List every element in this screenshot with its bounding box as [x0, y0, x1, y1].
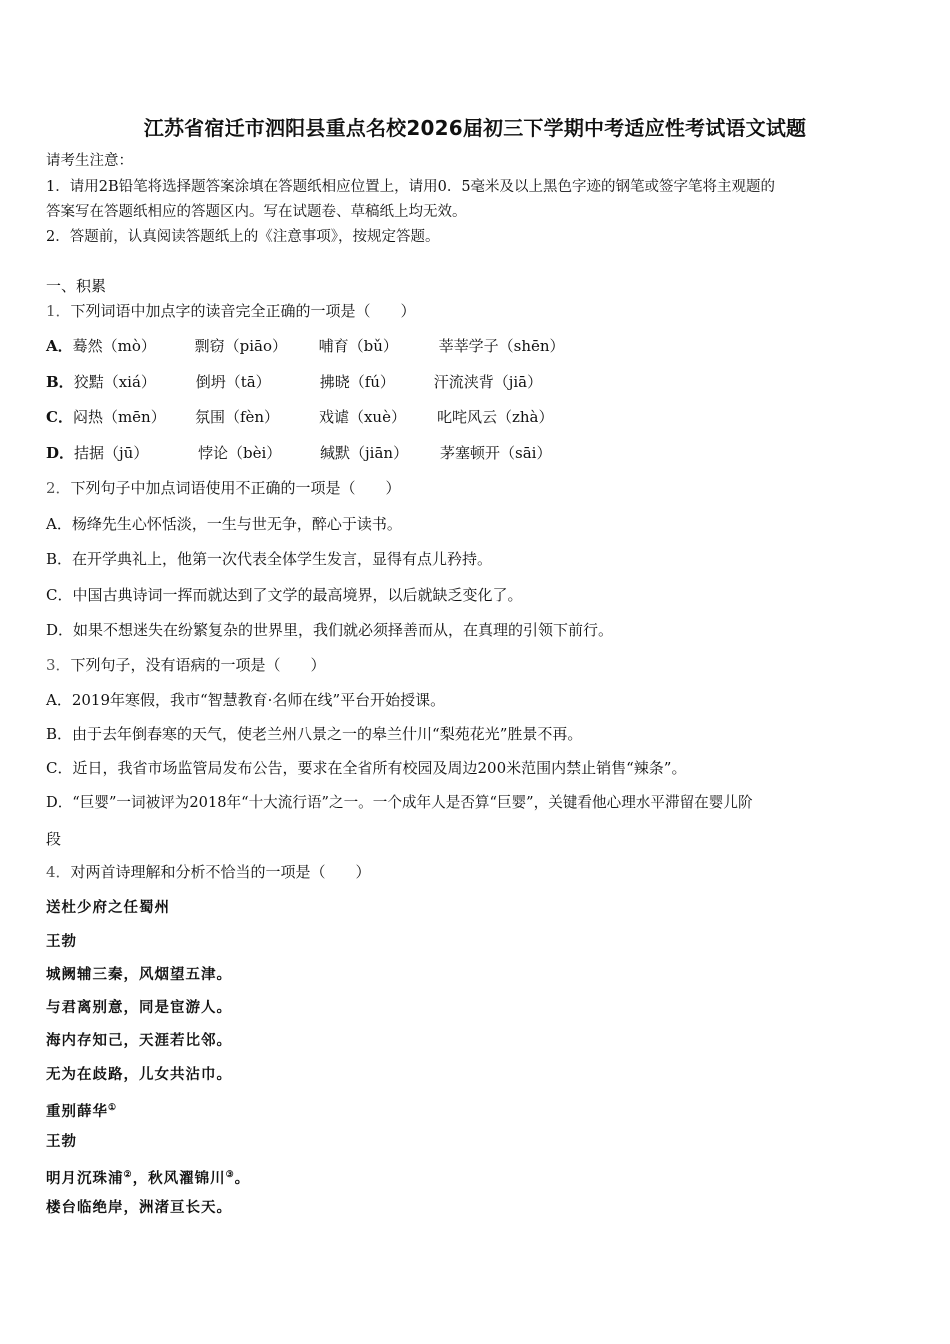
page-title: 江苏省宿迁市泗阳县重点名校2026届初三下学期中考适应性考试语文试题	[143, 116, 807, 140]
option-word: 剽窃（piāo）	[194, 337, 288, 355]
question-2-option-a: A．杨绛先生心怀恬淡，一生与世无争，醉心于读书。	[46, 515, 402, 533]
poem-2-line: 楼台临绝岸，洲渚亘长天。	[46, 1199, 232, 1216]
question-2	[46, 479, 401, 497]
question-2-stem: 下列句子中加点词语使用不正确的一项是（ ）	[70, 479, 401, 497]
option-label: D．	[46, 444, 75, 462]
option-word: 叱咤风云（zhà）	[436, 408, 554, 426]
question-1-stem: 下列词语中加点字的读音完全正确的一项是（ ）	[70, 302, 416, 320]
option-word: 氛围（fèn）	[194, 408, 280, 426]
poem-2-text: 明月沉珠浦	[46, 1169, 124, 1187]
option-word: 汗流浃背（jiā）	[433, 373, 543, 391]
section-heading: 一、积累	[46, 277, 107, 295]
question-4-number: 4．	[46, 863, 71, 881]
question-1-option-d	[46, 444, 551, 462]
question-2-option-b: B．在开学典礼上，他第一次代表全体学生发言，显得有点儿矜持。	[46, 550, 493, 568]
option-word: 茅塞顿开（sāi）	[440, 444, 552, 462]
question-3-number: 3．	[46, 656, 71, 674]
question-1-option-a	[46, 337, 565, 355]
question-1-number: 1．	[46, 302, 71, 320]
footnote-marker: ②	[123, 1170, 133, 1180]
question-3-stem: 下列句子，没有语病的一项是（ ）	[70, 656, 326, 674]
question-2-option-d: D．如果不想迷失在纷繁复杂的世界里，我们就必须择善而从，在真理的引领下前行。	[46, 621, 614, 639]
poem-1-title: 送杜少府之任蜀州	[46, 899, 170, 916]
poem-2-text: 。	[234, 1169, 251, 1187]
question-3-option-b: B．由于去年倒春寒的天气，使老兰州八景之一的皋兰什川“梨苑花光”胜景不再。	[46, 725, 583, 743]
notice-line-2: 答案写在答题纸相应的答题区内。写在试题卷、草稿纸上均无效。	[46, 204, 467, 220]
option-word: 闷热（mēn）	[72, 408, 166, 426]
option-word: 拮据（jū）	[74, 444, 149, 462]
question-1-option-b	[46, 373, 542, 391]
poem-2-author: 王勃	[46, 1133, 77, 1150]
option-word: 狡黠（xiá）	[73, 373, 156, 391]
notice-heading: 请考生注意：	[46, 153, 133, 169]
poem-1-line: 无为在歧路，儿女共沾巾。	[46, 1066, 232, 1083]
option-word: 缄默（jiān）	[320, 444, 409, 462]
poem-2-text: ，秋风濯锦川	[132, 1169, 226, 1187]
question-3-option-c: C．近日，我省市场监管局发布公告，要求在全省所有校园及周边200米范围内禁止销售“辣条”。	[46, 759, 687, 777]
notice-line-1: 1．请用2B铅笔将选择题答案涂填在答题纸相应位置上，请用0．5毫米及以上黑色字迹的钢笔或签字笔将主观题的	[46, 179, 776, 195]
question-3-option-d: D．“巨婴”一词被评为2018年“十大流行语”之一。一个成年人是否算“巨婴”，关键看他心理水平滞留在婴儿阶	[46, 794, 753, 811]
question-3	[46, 656, 326, 674]
poem-1-line: 海内存知己，天涯若比邻。	[46, 1032, 232, 1049]
option-word: 悖论（bèi）	[198, 444, 282, 462]
poem-1-line: 与君离别意，同是宦游人。	[46, 999, 232, 1016]
poem-2-line	[46, 1166, 250, 1188]
option-word: 倒坍（tā）	[195, 373, 271, 391]
option-label: B．	[46, 373, 74, 391]
option-word: 戏谑（xuè）	[318, 408, 406, 426]
option-word: 拂晓（fú）	[319, 373, 395, 391]
question-1-option-c	[46, 408, 553, 426]
option-word: 蓦然（mò）	[72, 337, 156, 355]
question-4	[46, 863, 371, 881]
option-label: C．	[46, 408, 73, 426]
notice-line-3: 2．答题前，认真阅读答题纸上的《注意事项》，按规定答题。	[46, 229, 440, 245]
question-2-option-c: C．中国古典诗词一挥而就达到了文学的最高境界，以后就缺乏变化了。	[46, 586, 523, 604]
footnote-marker: ③	[225, 1170, 235, 1180]
question-1	[46, 302, 416, 320]
poem-2-title	[46, 1099, 117, 1121]
option-label: A．	[46, 337, 73, 355]
question-3-option-d-continued: 段	[46, 830, 62, 848]
poem-1-line: 城阙辅三秦，风烟望五津。	[46, 966, 232, 983]
option-word: 哺育（bǔ）	[318, 337, 398, 355]
question-3-option-a: A．2019年寒假，我市“智慧教育·名师在线”平台开始授课。	[46, 691, 446, 709]
poem-1-author: 王勃	[46, 933, 77, 950]
option-word: 莘莘学子（shēn）	[438, 337, 565, 355]
question-2-number: 2．	[46, 479, 71, 497]
poem-2-title-text: 重别薛华	[46, 1102, 108, 1120]
question-4-stem: 对两首诗理解和分析不恰当的一项是（ ）	[70, 863, 371, 881]
footnote-marker: ①	[108, 1103, 118, 1113]
